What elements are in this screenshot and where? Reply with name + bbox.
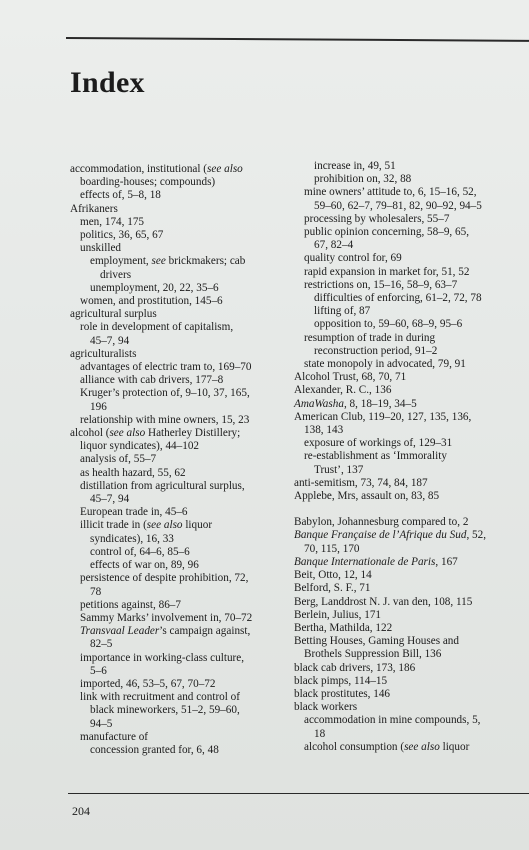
index-entry: 196 (90, 400, 107, 413)
index-entry: 78 (90, 585, 102, 598)
bottom-rule (68, 793, 529, 794)
index-entry: manufacture of (80, 730, 149, 743)
index-column-left (70, 163, 292, 757)
index-entry: reconstruction period, 91–2 (314, 344, 438, 357)
index-entry: 67, 82–4 (314, 239, 354, 252)
index-entry: concession granted for, 6, 48 (90, 743, 219, 756)
index-entry: analysis of, 55–7 (80, 453, 157, 466)
index-entry: re-establishment as ‘Immorality (304, 450, 447, 463)
index-entry: as health hazard, 55, 62 (80, 466, 186, 479)
index-entry: Banque Internationale de Paris, 167 (294, 555, 458, 568)
index-entry: effects of, 5–8, 18 (80, 189, 161, 202)
index-entry: Betting Houses, Gaming Houses and (294, 635, 459, 648)
index-entry: opposition to, 59–60, 68–9, 95–6 (314, 318, 463, 331)
index-entry: advantages of electric tram to, 169–70 (80, 361, 252, 374)
index-entry: drivers (100, 268, 132, 281)
index-entry: petitions against, 86–7 (80, 598, 181, 611)
index-entry: unemployment, 20, 22, 35–6 (90, 281, 219, 294)
index-entry: quality control for, 69 (304, 252, 402, 265)
index-entry: Alexander, R. C., 136 (294, 384, 392, 397)
index-entry: 82–5 (90, 638, 113, 651)
index-entry: distillation from agricultural surplus, (80, 479, 245, 492)
index-entry: black pimps, 114–15 (294, 674, 388, 687)
index-entry: control of, 64–6, 85–6 (90, 545, 190, 558)
index-entry: syndicates), 16, 33 (90, 532, 174, 545)
page-number: 204 (72, 804, 90, 818)
index-entry: 59–60, 62–7, 79–81, 82, 90–92, 94–5 (314, 199, 482, 212)
index-entry: accommodation, institutional (see also (70, 163, 243, 175)
index-entry: boarding-houses; compounds) (80, 176, 216, 189)
index-entry: Afrikaners (70, 202, 118, 215)
index-entry: European trade in, 45–6 (80, 506, 188, 519)
page-title: Index (70, 66, 145, 99)
index-entry: Applebe, Mrs, assault on, 83, 85 (294, 490, 440, 503)
index-entry: black prostitutes, 146 (294, 687, 391, 700)
index-entry: 5–6 (90, 664, 107, 677)
index-entry: 45–7, 94 (90, 493, 130, 506)
index-entry: state monopoly in advocated, 79, 91 (304, 358, 466, 371)
index-entry: agricultural surplus (70, 308, 157, 321)
index-entry: American Club, 119–20, 127, 135, 136, (294, 410, 472, 423)
index-entry: Banque Française de l’Afrique du Sud, 52, (294, 529, 487, 542)
index-entry: anti-semitism, 73, 74, 84, 187 (294, 476, 428, 489)
index-entry: processing by wholesalers, 55–7 (304, 212, 450, 225)
index-entry: alcohol (see also Hatherley Distillery; (70, 427, 241, 440)
index-entry: Berg, Landdrost N. J. van den, 108, 115 (294, 595, 473, 608)
index-entry: 70, 115, 170 (304, 542, 360, 555)
index-entry: Transvaal Leader’s campaign against, (80, 625, 251, 638)
index-entry: link with recruitment and control of (80, 691, 241, 704)
index-entry: women, and prostitution, 145–6 (80, 295, 223, 308)
index-entry: prohibition on, 32, 88 (314, 173, 412, 186)
index-entry: black cab drivers, 173, 186 (294, 661, 416, 674)
index-entry: politics, 36, 65, 67 (80, 229, 164, 242)
index-entry: unskilled (80, 242, 122, 255)
index-entry: importance in working-class culture, (80, 651, 245, 664)
index-entry: Berlein, Julius, 171 (294, 608, 382, 621)
index-entry: 18 (314, 727, 326, 740)
index-entry: Babylon, Johannesburg compared to, 2 (294, 516, 469, 529)
index-entry: increase in, 49, 51 (314, 160, 396, 172)
index-entry: Bertha, Mathilda, 122 (294, 621, 393, 634)
index-entry: 138, 143 (304, 424, 344, 437)
index-entry: illicit trade in (see also liquor (80, 519, 213, 532)
index-entry: exposure of workings of, 129–31 (304, 437, 453, 450)
index-entry: 45–7, 94 (90, 334, 130, 347)
index-entry: restrictions on, 15–16, 58–9, 63–7 (304, 278, 458, 291)
index-entry: AmaWasha, 8, 18–19, 34–5 (294, 397, 417, 410)
index-entry: lifting of, 87 (314, 305, 371, 318)
index-entry: resumption of trade in during (304, 331, 436, 344)
index-entry: mine owners’ attitude to, 6, 15–16, 52, (304, 186, 477, 199)
index-entry: agriculturalists (70, 347, 137, 360)
index-entry: difficulties of enforcing, 61–2, 72, 78 (314, 292, 482, 305)
index-entry: alliance with cab drivers, 177–8 (80, 374, 224, 387)
index-entry: 94–5 (90, 717, 113, 730)
index-entry: effects of war on, 89, 96 (90, 559, 199, 572)
index-entry: Beit, Otto, 12, 14 (294, 569, 372, 582)
index-entry: persistence of despite prohibition, 72, (80, 572, 249, 585)
index-column-right (294, 160, 529, 754)
index-entry: black workers (294, 701, 358, 714)
index-entry: men, 174, 175 (80, 215, 145, 228)
index-entry: imported, 46, 53–5, 67, 70–72 (80, 677, 216, 690)
index-entry: liquor syndicates), 44–102 (80, 440, 200, 453)
index-entry: Alcohol Trust, 68, 70, 71 (294, 371, 407, 384)
index-entry: role in development of capitalism, (80, 321, 234, 334)
index-entry: accommodation in mine compounds, 5, (304, 714, 481, 727)
index-entry: rapid expansion in market for, 51, 52 (304, 265, 470, 278)
index-entry: alcohol consumption (see also liquor (304, 740, 470, 753)
index-entry: Brothels Suppression Bill, 136 (304, 648, 442, 661)
index-entry: Belford, S. F., 71 (294, 582, 371, 595)
index-entry: relationship with mine owners, 15, 23 (80, 413, 250, 426)
index-entry: black mineworkers, 51–2, 59–60, (90, 704, 240, 717)
index-entry: Sammy Marks’ involvement in, 70–72 (80, 611, 253, 624)
index-entry: public opinion concerning, 58–9, 65, (304, 226, 469, 239)
top-rule (66, 37, 529, 42)
index-entry (294, 503, 529, 516)
index-entry: employment, see brickmakers; cab (90, 255, 246, 268)
index-entry: Kruger’s protection of, 9–10, 37, 165, (80, 387, 250, 400)
index-entry: Trust’, 137 (314, 463, 364, 476)
